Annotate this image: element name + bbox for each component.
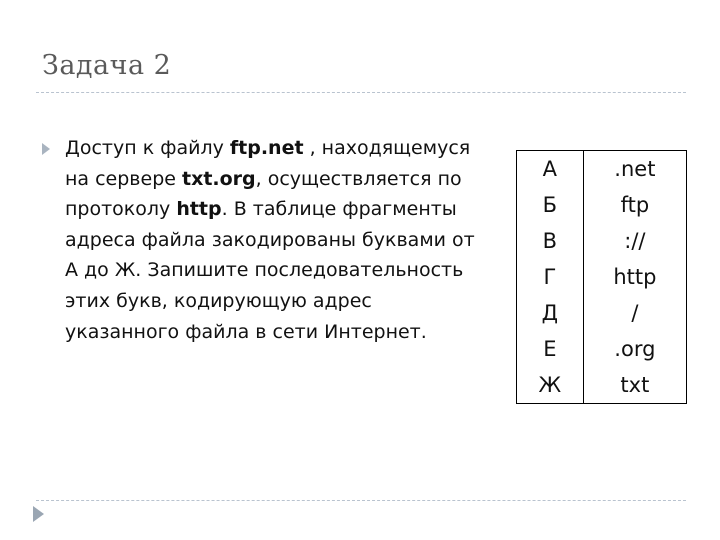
fragment-table: [516, 150, 687, 404]
table-cell-letter: Д: [517, 295, 584, 331]
table-cell-fragment: txt: [583, 367, 686, 404]
table-cell-letter: Г: [517, 259, 584, 295]
table-row: [517, 187, 687, 223]
table-cell-fragment: ://: [583, 223, 686, 259]
table-row: [517, 151, 687, 188]
table-row: [517, 331, 687, 367]
table-cell-fragment: .net: [583, 151, 686, 188]
table-cell-fragment: /: [583, 295, 686, 331]
footer-divider: [36, 500, 686, 501]
table-cell-letter: Е: [517, 331, 584, 367]
title-divider: [36, 92, 686, 93]
table-row: [517, 259, 687, 295]
table-row: [517, 295, 687, 331]
nav-arrow-icon: [33, 506, 44, 522]
task-protocol: http: [176, 198, 222, 221]
table-cell-letter: Б: [517, 187, 584, 223]
task-file-name: ftp.net: [229, 137, 304, 159]
task-text-part: . В таблице фрагменты адреса файла закодированы буквами от А до Ж. Запишите последовательность этих букв, кодирующую адрес указанного файла в сети Интернет.: [65, 198, 475, 343]
table-row: [517, 223, 687, 259]
task-text-part: , осуществляется по протоколу: [65, 167, 462, 221]
table-cell-fragment: .org: [583, 331, 686, 367]
table-cell-letter: А: [517, 151, 584, 188]
task-text: [65, 133, 485, 347]
table-row: [517, 367, 687, 404]
bullet-arrow-icon: [42, 143, 50, 155]
table-cell-letter: В: [517, 223, 584, 259]
table-cell-fragment: ftp: [583, 187, 686, 223]
task-server-name: txt.org: [181, 167, 256, 190]
table-cell-letter: Ж: [517, 367, 584, 404]
table-cell-fragment: http: [583, 259, 686, 295]
task-text-part: Доступ к файлу: [65, 137, 230, 159]
task-text-part: , находящемуся на сервере: [65, 137, 471, 190]
slide-title: Задача 2: [42, 50, 172, 81]
